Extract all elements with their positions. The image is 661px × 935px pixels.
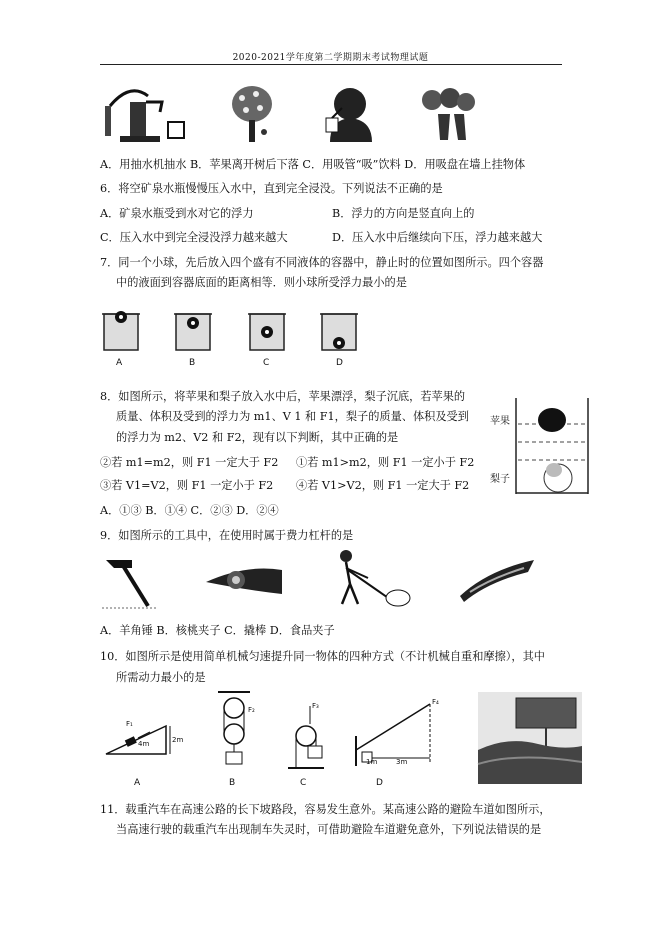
q8-pear-label: 梨子 <box>490 474 510 485</box>
q8-apple-label: 苹果 <box>490 416 510 427</box>
q9-stem: 9．如图所示的工具中，在使用时属于费力杠杆的是 <box>100 529 354 542</box>
q5-figure-pump-icon <box>100 82 190 144</box>
q8-statement-2: ②若 m1=m2，则 F1 一定大于 F2 <box>100 456 279 469</box>
q6-option-a: A．矿泉水瓶受到水对它的浮力 <box>100 207 254 220</box>
q10-label-a: A <box>134 778 141 788</box>
q7-label-a: A <box>116 358 123 368</box>
q10-height-2m: 2m <box>172 736 184 744</box>
q10-stem-line2: 所需动力最小的是 <box>116 671 206 684</box>
q10-force-f1: F₁ <box>126 720 133 728</box>
q5-figure-straw-icon <box>320 84 376 142</box>
q10-force-f3: F₃ <box>312 702 319 710</box>
q10-label-c: C <box>300 778 307 788</box>
q7-container-d <box>320 306 358 352</box>
q9-claw-hammer-icon <box>102 552 158 610</box>
q10-force-f4: F₄ <box>432 698 439 706</box>
page-header: 2020-2021学年度第二学期期末考试物理试题 <box>232 53 429 63</box>
q7-container-b <box>174 306 212 352</box>
q6-stem: 6．将空矿泉水瓶慢慢压入水中，直到完全浸没。下列说法不正确的是 <box>100 182 443 195</box>
q9-food-tongs-icon <box>458 556 536 604</box>
q10-lever-figure <box>352 700 438 770</box>
q8-apple-pear-figure <box>514 398 590 494</box>
q6-option-c: C．压入水中到完全浸没浮力越来越大 <box>100 231 288 244</box>
q8-stem-line3: 的浮力为 m2、V2 和 F2，现有以下判断，其中正确的是 <box>116 431 399 444</box>
q10-pulley-block-figure <box>216 690 252 766</box>
q8-options: A．①③ B．①④ C．②③ D．②④ <box>100 504 279 517</box>
q10-label-d: D <box>376 778 383 788</box>
q11-escape-lane-photo <box>478 692 582 784</box>
q7-label-d: D <box>336 358 343 368</box>
q5-figure-apple-tree-icon <box>228 84 276 144</box>
q10-single-pulley-figure <box>288 706 324 768</box>
header-rule <box>100 64 562 65</box>
q7-stem-line2: 中的液面到容器底面的距离相等．则小球所受浮力最小的是 <box>116 276 407 289</box>
q9-options: A．羊角锤 B．核桃夹子 C．撬棒 D．食品夹子 <box>100 624 335 637</box>
q7-stem-line1: 7．同一个小球，先后放入四个盛有不同液体的容器中，静止时的位置如图所示。四个容器 <box>100 256 544 269</box>
q8-stem-line2: 质量、体积及受到的浮力为 m1、V 1 和 F1，梨子的质量、体积及受到 <box>116 410 469 423</box>
q7-label-b: B <box>189 358 196 368</box>
q10-incline-figure <box>104 722 178 756</box>
q8-statement-1: ①若 m1>m2，则 F1 一定小于 F2 <box>296 456 475 469</box>
q8-statement-4: ④若 V1>V2，则 F1 一定大于 F2 <box>296 479 470 492</box>
q9-nutcracker-icon <box>206 560 282 604</box>
q5-options: A．用抽水机抽水 B．苹果离开树后下落 C．用吸管“吸”饮料 D．用吸盘在墙上挂物体 <box>100 158 526 171</box>
q8-stem-line1: 8．如图所示，将苹果和梨子放入水中后，苹果漂浮，梨子沉底，若苹果的 <box>100 390 466 403</box>
q8-statement-3: ③若 V1=V2，则 F1 一定小于 F2 <box>100 479 274 492</box>
q6-option-b: B．浮力的方向是竖直向上的 <box>332 207 475 220</box>
q7-label-c: C <box>263 358 270 368</box>
q11-stem-line1: 11．载重汽车在高速公路的长下坡路段，容易发生意外。某高速公路的避险车道如图所示， <box>100 803 551 816</box>
q10-stem-line1: 10．如图所示是使用简单机械匀速提升同一物体的四种方式（不计机械自重和摩擦），其中 <box>100 650 545 663</box>
q9-crowbar-icon <box>328 548 412 610</box>
q5-figure-suction-cup-icon <box>420 86 478 142</box>
q7-container-c <box>248 306 286 352</box>
q10-label-b: B <box>229 778 236 788</box>
q11-stem-line2: 当高速行驶的载重汽车出现制车失灵时，可借助避险车道避免意外，下列说法错误的是 <box>116 823 542 836</box>
q10-force-f2: F₂ <box>248 706 255 714</box>
q6-option-d: D．压入水中后继续向下压，浮力越来越大 <box>332 231 543 244</box>
q7-container-a <box>102 306 140 352</box>
q10-length-4m: 4m <box>138 740 150 748</box>
q10-length-3m: 3m <box>396 758 408 766</box>
q10-length-1m: 1m <box>366 758 378 766</box>
